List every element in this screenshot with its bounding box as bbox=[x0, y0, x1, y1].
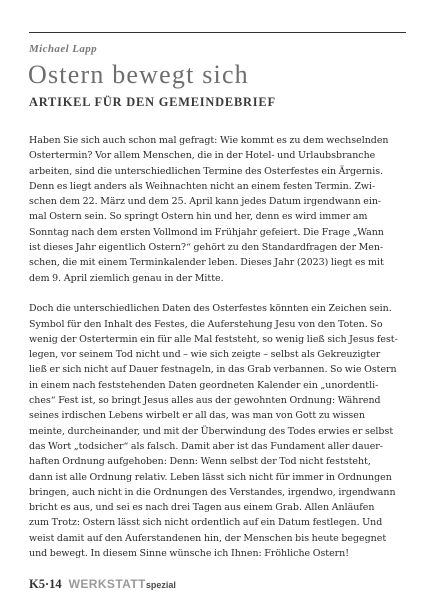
text-line: haften Ordnung aufgehoben: Denn: Wenn selbst der Tod nicht feststeht, bbox=[29, 456, 371, 468]
paragraph bbox=[29, 133, 407, 286]
text-line: Symbol für den Inhalt des Festes, die Auferstehung Jesu von den Toten. So bbox=[29, 318, 383, 330]
brand-name: WERKSTATT bbox=[68, 577, 146, 591]
text-line: und bewegt. In diesem Sinne wünsche ich Ihnen: Fröhliche Ostern! bbox=[29, 548, 350, 560]
text-line: Haben Sie sich auch schon mal gefragt: Wie kommt es zu dem wechselnden bbox=[29, 135, 389, 146]
text-line: weist damit auf den Auferstandenen hin, der Menschen bis heute begegnet bbox=[29, 532, 387, 544]
page-footer bbox=[29, 573, 176, 591]
text-line: ist dieses Jahr eigentlich Ostern?“ gehört zu den Standardfragen der Men- bbox=[29, 242, 384, 254]
text-line: Ostertermin? Vor allem Menschen, die in der Hotel- und Urlaubsbranche bbox=[29, 150, 376, 162]
article-title: Ostern bewegt sich bbox=[28, 60, 249, 89]
text-line: das Wort „todsicher“ als falsch. Damit aber ist das Fundament aller dauer- bbox=[29, 440, 383, 452]
page-number: K5·14 bbox=[29, 577, 62, 591]
text-line: ließ er sich nicht auf Dauer festnageln, in das Grab verbannen. So wie Ostern bbox=[29, 364, 397, 376]
top-divider bbox=[29, 32, 406, 33]
text-line: legen, vor seinem Tod nicht und – wie sich zeigte – selbst als Gekreuzigter bbox=[29, 349, 381, 361]
text-line: wenig der Ostertermin ein für alle Mal feststeht, so wenig ließ sich Jesus fest- bbox=[29, 333, 398, 345]
text-line: arbeiten, sind die unterschiedlichen Termine des Osterfestes ein Ärgernis. bbox=[29, 165, 384, 177]
publication-logo bbox=[69, 573, 176, 592]
article-subtitle: ARTIKEL FÜR DEN GEMEINDEBRIEF bbox=[29, 95, 276, 109]
text-line: Denn es liegt anders als Weihnachten nicht an einem festen Termin. Zwi- bbox=[29, 180, 376, 192]
brand-suffix: spezial bbox=[145, 580, 176, 590]
text-line: meinte, durcheinander, und mit der Überwindung des Todes erwies er selbst bbox=[29, 425, 394, 437]
article-body bbox=[29, 133, 407, 561]
text-line: bringen, auch nicht in die Ordnungen des Verstandes, irgendwo, irgendwann bbox=[29, 486, 396, 498]
text-line: zum Trotz: Ostern lässt sich nicht ordentlich auf ein Datum festlegen. Und bbox=[29, 517, 383, 529]
text-line: schen, die mit einem Terminkalender leben. Dieses Jahr (2023) liegt es mit bbox=[29, 257, 384, 269]
text-line: Sonntag nach dem ersten Vollmond im Frühjahr gefeiert. Die Frage „Wann bbox=[29, 226, 384, 238]
text-line: Doch die unterschiedlichen Daten des Osterfestes könnten ein Zeichen sein. bbox=[29, 303, 392, 315]
text-line: bricht es aus, und sei es nach drei Tagen aus einem Grab. Allen Anläufen bbox=[29, 502, 375, 514]
text-line: mal Ostern sein. So springt Ostern hin und her, denn es wird immer am bbox=[29, 211, 368, 223]
text-line: in einem nach feststehenden Daten geordneten Kalender ein „unordentli- bbox=[29, 379, 379, 391]
text-line: schen dem 22. März und dem 25. April kann jedes Datum irgendwann ein- bbox=[29, 196, 382, 208]
text-line: ches“ Fest ist, so bringt Jesus alles aus der gewohnten Ordnung: Während bbox=[29, 395, 381, 407]
paragraph bbox=[29, 301, 407, 561]
text-line: dem 9. April ziemlich genau in der Mitte. bbox=[29, 272, 224, 284]
author-name: Michael Lapp bbox=[29, 43, 98, 55]
text-line: seines irdischen Lebens wirbelt er all das, was man von Gott zu wissen bbox=[29, 410, 365, 422]
text-line: dann ist alle Ordnung relativ. Leben lässt sich nicht für immer in Ordnungen bbox=[29, 471, 392, 483]
